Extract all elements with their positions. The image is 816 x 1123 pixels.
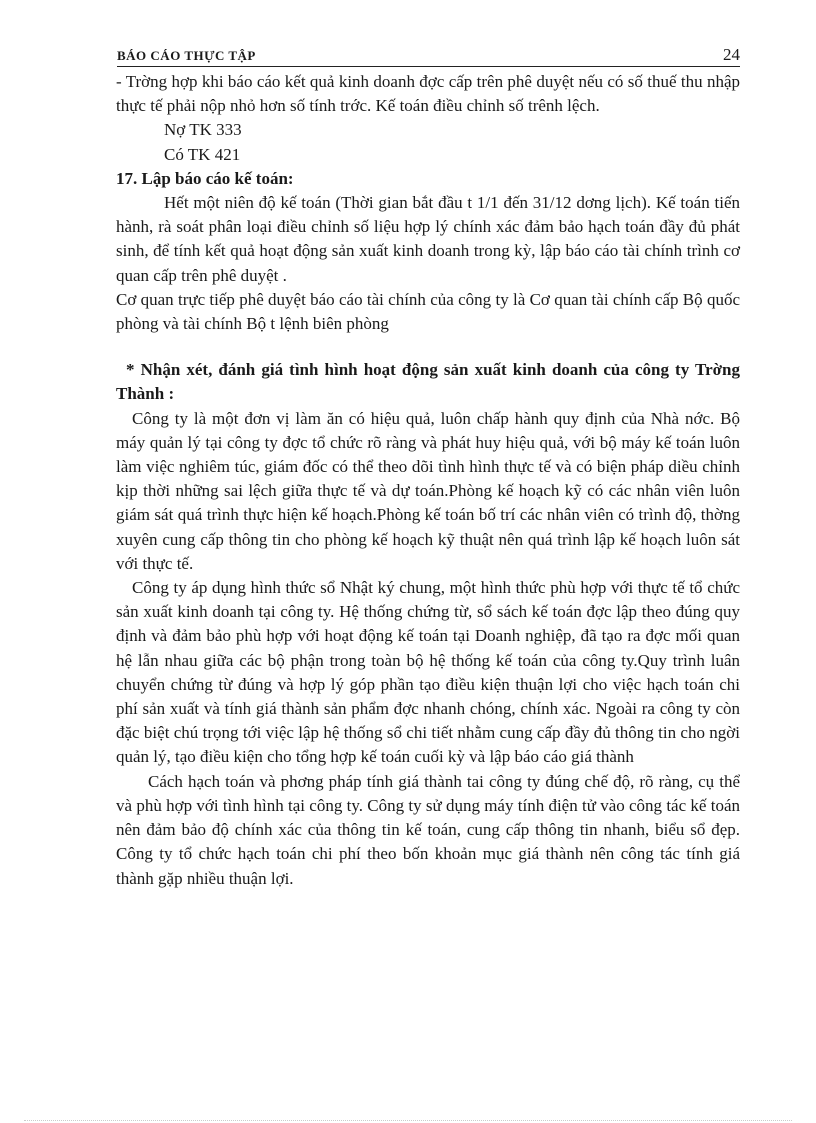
- page-header: [117, 44, 740, 67]
- paragraph-approval-agency: Cơ quan trực tiếp phê duyệt báo cáo tài chính của công ty là Cơ quan tài chính cấp Bộ quốc phòng và tài chính Bộ t lệnh biên phòng: [116, 289, 740, 334]
- review-heading: * Nhận xét, đánh giá tình hình hoạt động sản xuất kinh doanh của công ty Trờng Thành :: [116, 360, 740, 404]
- section-spacer: [116, 336, 740, 358]
- journal-entry-credit: Có TK 421: [164, 144, 241, 164]
- document-body: [116, 70, 740, 891]
- paragraph-tax-adjustment: - Trờng hợp khi báo cáo kết quả kinh doanh đợc cấp trên phê duyệt nếu có số thuế thu nhập thực tế phải nộp nhỏ hơn số tính trớc. Kế toán điều chỉnh số trênh lệch.: [116, 72, 740, 116]
- paragraph-costing-method: Cách hạch toán và phơng pháp tính giá thành tai công ty đúng chế độ, rõ ràng, cụ thể và phù hợp với tình hình tại công ty. Công ty sử dụng máy tính điện tử vào công tác kế toán nên đảm bảo độ chính xác của thông tin kế toán, cung cấp thông tin nhanh, biểu sổ đẹp. Công ty tổ chức hạch toán chi phí theo bốn khoản mục giá thành nên công tác tính giá thành gặp nhiều thuận lợi.: [116, 771, 740, 888]
- section-heading-17: 17. Lập báo cáo kế toán:: [116, 168, 294, 188]
- page-bottom-divider: [24, 1120, 792, 1121]
- paragraph-bookkeeping: Công ty áp dụng hình thức sổ Nhật ký chung, một hình thức phù hợp với thực tế tổ chức sản xuất kinh doanh tại công ty. Hệ thống chứng từ, sổ sách kế toán đợc lập theo đúng quy định và đảm bảo phù hợp với hoạt động kế toán tại Doanh nghiệp, đã tạo ra đợc mối quan hệ lẫn nhau giữa các bộ phận trong toàn bộ hệ thống kế toán của công ty.Quy trình luân chuyển chứng từ đúng và hợp lý góp phần tạo điều kiện thuận lợi cho việc hạch toán chi phí sản xuất và tính giá thành sản phẩm đợc nhanh chóng, chính xác. Ngoài ra công ty còn đặc biệt chú trọng tới việc lập hệ thống sổ chi tiết nhằm cung cấp đầy đủ thông tin cho ngời quản lý, tạo điều kiện cho tổng hợp kế toán cuối kỳ và lập báo cáo giá thành: [116, 578, 740, 767]
- page-number: 24: [723, 45, 740, 64]
- report-title: BÁO CÁO THỰC TẬP: [117, 48, 256, 63]
- paragraph-year-end: Hết một niên độ kế toán (Thời gian bắt đầu t 1/1 đến 31/12 dơng lịch). Kế toán tiến hành, rà soát phân loại điều chỉnh số liệu hợp lý chính xác đảm bảo hạch toán đầy đủ phát sinh, để tính kết quả hoạt động sản xuất kinh doanh trong kỳ, lập báo cáo tài chính trình cơ quan cấp trên phê duyệt .: [116, 193, 740, 285]
- journal-entry-debit: Nợ TK 333: [164, 120, 242, 140]
- paragraph-company-overview: Công ty là một đơn vị làm ăn có hiệu quả, luôn chấp hành quy định của Nhà nớc. Bộ máy quản lý tại công ty đợc tổ chức rõ ràng và phát huy hiệu quả, với bộ máy kế toán luôn làm việc nghiêm túc, giám đốc có thể theo dõi tình hình thực tế và có biện pháp diều chỉnh kịp thời những sai lệch giữa thực tế và dự toán.Phòng kế hoạch kỹ có các nhân viên luôn giám sát quá trình thực hiện kế hoạch.Phòng kế toán bố trí các nhân viên có trình độ, thờng xuyên cung cấp thông tin cho phòng kế hoạch kỹ thuật nên quá trình lập kế hoạch luôn sát với thực tế.: [116, 408, 740, 573]
